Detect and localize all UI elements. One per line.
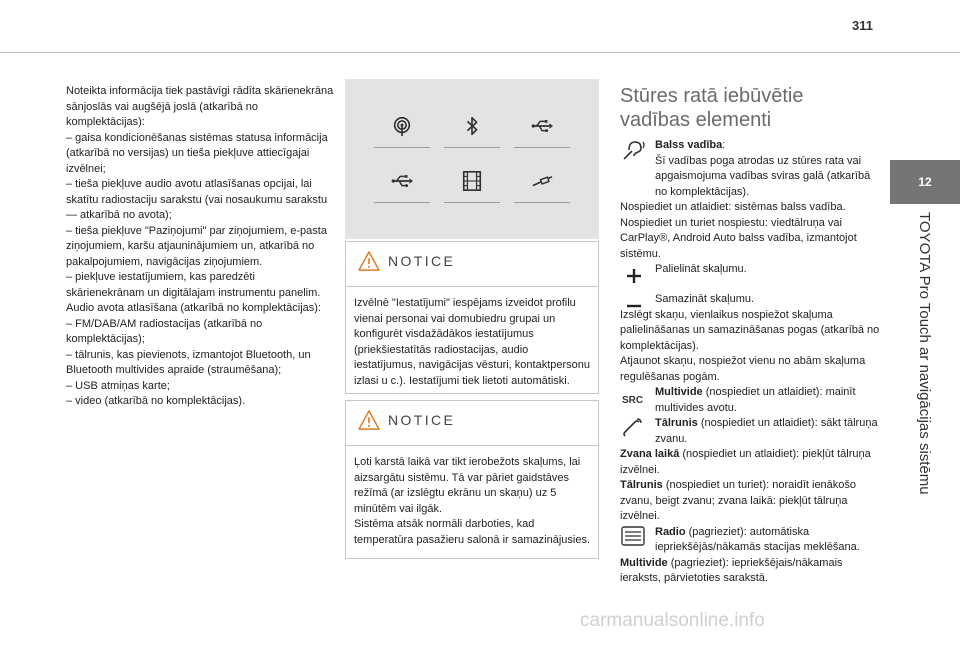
notice-box-2 xyxy=(345,400,599,559)
side-title: TOYOTA Pro Touch ar navigācijas sistēmu xyxy=(916,212,933,495)
watermark: carmanualsonline.info xyxy=(580,610,765,631)
usb-cell xyxy=(507,107,577,162)
header-divider xyxy=(0,52,960,53)
notice-text: Ļoti karstā laikā var tikt ierobežots skaļums, lai aizsargātu sistēmu. Tā var pāriet gaidstāves režīmā (ar izslēgtu ekrānu un skaņu) uz 5 minūtēm vai ilgāk. xyxy=(354,456,581,515)
notice-text: Sistēma atsāk normāli darboties, kad temperatūra pasažieru salonā ir samazinājusies. xyxy=(354,518,591,546)
call-text: (nospiediet un atlaidiet): piekļūt tālruņa izvēlnei. xyxy=(620,448,871,476)
notice-text: Izvēlnē "Iestatījumi" iespējams izveidot profilu vienai personai vai domubiedru grupai un konfigurēt visdažādākos iestatījumus (priekšiestatītās radiostacijas, audio iestatījumus, navigācijas vēsturi, kontaktpersonu izlasi u c.). Iestatījumi tiek lietoti automātiski. xyxy=(354,297,591,387)
list-item: – piekļuve iestatījumiem, kas paredzēti skārienekrānam un digitālajam instrumentu panelim. xyxy=(66,271,321,299)
phone-text: (nospiediet un atlaidiet): sākt tālruņa zvanu. xyxy=(655,417,878,445)
chapter-tab[interactable]: 12 xyxy=(890,160,960,204)
plus-icon xyxy=(620,262,646,284)
warning-icon xyxy=(358,410,380,430)
video-cell xyxy=(437,162,507,217)
list-item: – FM/DAB/AM radiostacijas (atkarībā no komplektācijas); xyxy=(66,317,263,345)
aux-cell xyxy=(507,162,577,217)
list-item: – gaisa kondicionēšanas sistēmas statusa informācija (atkarībā no versijas) un tieša piekļuve attiecīgajai izvēlnei; xyxy=(66,131,328,175)
phone-row xyxy=(620,416,882,447)
phone-icon xyxy=(620,416,646,438)
list-item: – video (atkarībā no komplektācijas). xyxy=(66,395,246,407)
list-item: – tieša piekļuve audio avotu atlasīšanas opcijai, lai skatītu radiostaciju sarakstu (vai nosaukumu sarakstu — atkarībā no avota); xyxy=(66,178,328,221)
voice-control-row: Balss vadība: Šī vadības poga atrodas uz stūres rata vai apgaismojuma vadības sviras galā (atkarībā no komplektācijas). xyxy=(620,138,882,200)
radio-row xyxy=(620,525,882,556)
bluetooth-cell xyxy=(437,107,507,162)
voice-label: Balss vadība xyxy=(655,139,723,151)
usb-icon xyxy=(531,115,553,137)
video-icon xyxy=(461,170,483,192)
audio-source-icon-panel xyxy=(345,79,599,239)
src-icon: SRC xyxy=(622,395,644,406)
bluetooth-icon xyxy=(461,115,483,137)
multimedia-text: (pagrieziet): iepriekšējais/nākamais ieraksts, pārvietoties sarakstā. xyxy=(620,556,843,584)
radio-cell xyxy=(367,107,437,162)
restore-text: Atjaunot skaņu, nospiežot vienu no abām skaļuma regulēšanas pogām. xyxy=(620,355,866,383)
voice-hold-text: Nospiediet un turiet nospiestu: viedtālruņa vai CarPlay®, Android Auto balss vadība, izmantojot sistēmu. xyxy=(620,216,857,260)
radio-icon xyxy=(391,115,413,137)
voice-text: Šī vadības poga atrodas uz stūres rata vai apgaismojuma vadības sviras galā (atkarībā no komplektācijas). xyxy=(655,154,871,198)
list-item: – USB atmiņas karte; xyxy=(66,379,170,392)
volume-down-row xyxy=(620,292,882,308)
voice-press-text: Nospiediet un atlaidiet: sistēmas balss vadība. xyxy=(620,201,846,213)
column-3 xyxy=(620,138,882,587)
source-label: Multivide xyxy=(655,386,703,398)
list-item: – tieša piekļuve "Paziņojumi" par ziņojumiem, e-pasta ziņojumiem, karšu atjauninājumiem un, atkarībā no pakalpojumiem, navigācijas ziņojumiem. xyxy=(66,224,327,268)
warning-icon xyxy=(358,251,380,271)
plus-text: Palielināt skaļumu. xyxy=(655,263,747,275)
section-title: Stūres ratā iebūvētie vadības elementi xyxy=(620,85,804,131)
list-icon xyxy=(620,525,646,547)
phone-label: Tālrunis xyxy=(655,417,698,429)
usb-cell-2 xyxy=(367,162,437,217)
mute-text: Izslēgt skaņu, vienlaikus nospiežot skaļuma palielināšanas un samazināšanas pogas (atkarībā no komplektācijas). xyxy=(620,308,880,352)
side-title-container xyxy=(895,212,955,522)
paragraph: Audio avota atlasīšana (atkarībā no komplektācijas): xyxy=(66,302,321,314)
usb-icon xyxy=(391,170,413,192)
source-text: (nospiediet un atlaidiet): mainīt multivides avotu. xyxy=(655,386,856,414)
column-1 xyxy=(66,84,336,410)
radio-label: Radio xyxy=(655,525,686,538)
phone-hold-label: Tālrunis xyxy=(620,479,663,491)
call-label: Zvana laikā xyxy=(620,448,680,460)
notice-box-1 xyxy=(345,241,599,394)
radio-text: (pagrieziet): automātiska iepriekšējās/nākamās stacijas meklēšana. xyxy=(655,525,860,553)
voice-control-icon xyxy=(620,138,646,160)
paragraph: Noteikta informācija tiek pastāvīgi rādīta skārienekrāna sānjoslās vai augšējā joslā (atkarībā no komplektācijas): xyxy=(66,85,334,128)
page-number: 311 xyxy=(852,18,873,33)
minus-text: Samazināt skaļumu. xyxy=(655,293,755,305)
minus-icon xyxy=(620,292,646,314)
source-row xyxy=(620,385,882,416)
notice-title: NOTICE xyxy=(388,253,456,269)
list-item: – tālrunis, kas pievienots, izmantojot Bluetooth, un Bluetooth multivides apraide (straumēšana); xyxy=(66,348,311,376)
phone-hold-text: (nospiediet un turiet): noraidīt ienākošo zvanu, beigt zvanu; zvana laikā: piekļūt tālruņa izvēlnei. xyxy=(620,479,857,522)
volume-up-row xyxy=(620,262,882,292)
notice-title: NOTICE xyxy=(388,412,456,428)
multimedia-label: Multivide xyxy=(620,556,668,569)
aux-icon xyxy=(531,170,553,192)
